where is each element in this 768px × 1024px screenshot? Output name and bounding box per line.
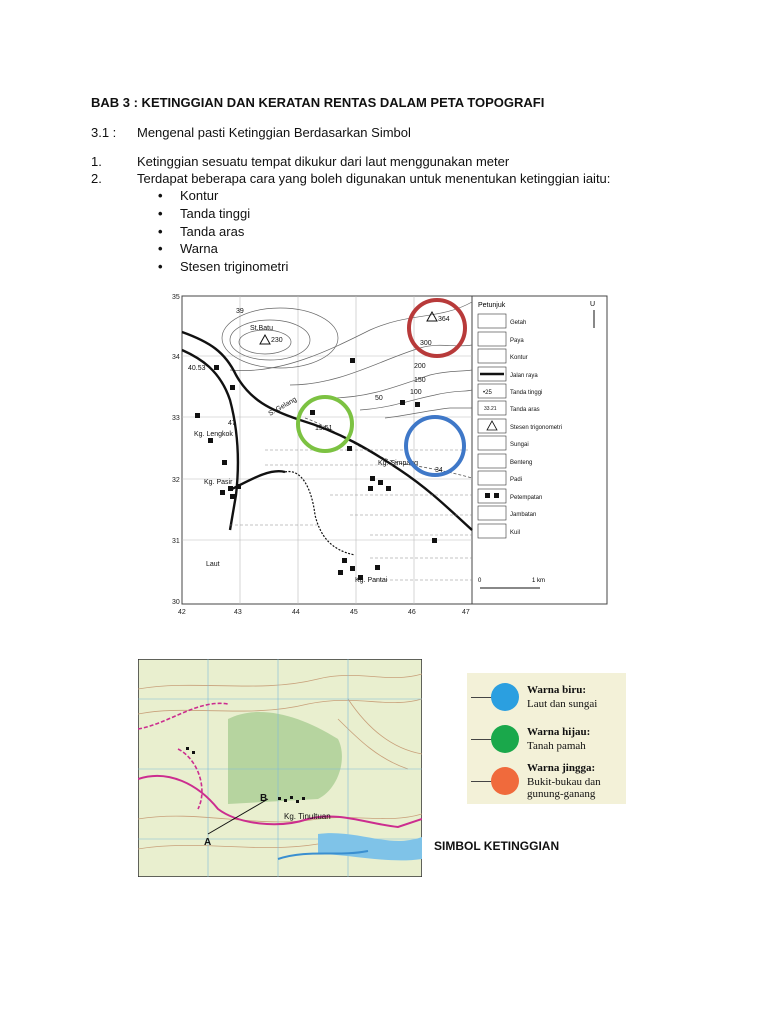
section-number: 3.1 :	[91, 125, 117, 140]
river-label: S. Gelang	[267, 396, 298, 418]
legend-item: Padi	[510, 477, 523, 483]
colour-key	[467, 673, 626, 804]
colour-swatch-green	[491, 725, 519, 753]
point-label-b: B	[260, 793, 268, 804]
legend-item: Paya	[510, 338, 524, 344]
height-label: 230	[271, 337, 283, 344]
colour-swatch-blue	[491, 683, 519, 711]
colour-key-desc: Laut dan sungai	[527, 698, 598, 710]
scale-label: 0	[478, 578, 482, 584]
topographic-map-drawing	[170, 290, 610, 618]
height-label: 15.51	[315, 425, 333, 432]
legend-item: Kuil	[510, 530, 521, 536]
point-number: 1.	[91, 154, 102, 169]
height-label: 39	[236, 308, 244, 315]
x-tick-label: 44	[292, 609, 300, 616]
chapter-heading: BAB 3 : KETINGGIAN DAN KERATAN RENTAS DALAM PETA TOPOGRAFI	[91, 95, 545, 110]
contour-label: 300	[420, 340, 432, 347]
north-label: U	[590, 301, 596, 308]
legend-item: Petempatan	[510, 495, 543, 501]
legend-item: Tanda tinggi	[510, 390, 543, 396]
place-label: St.Batu	[250, 325, 273, 332]
place-label: Kg. Pasir	[204, 479, 233, 486]
bullet-item: • Warna	[180, 241, 218, 257]
topographic-map	[170, 290, 610, 618]
legend-item: Jambatan	[510, 512, 537, 518]
legend-symbol: 33.21	[484, 406, 497, 412]
bullet-item: • Kontur	[180, 188, 218, 204]
scale-label: 1 km	[532, 578, 546, 584]
legend-item: Tanda aras	[510, 407, 540, 413]
y-tick-label: 33	[172, 415, 180, 422]
section-title: Mengenal pasti Ketinggian Berdasarkan Simbol	[137, 125, 411, 140]
colour-key-item	[467, 717, 626, 757]
height-label: 364	[438, 316, 450, 323]
y-tick-label: 31	[172, 538, 180, 545]
colour-key-title: Warna biru:	[527, 684, 586, 696]
colour-key-title: Warna hijau:	[527, 726, 591, 738]
place-label: Kg. Pantai	[355, 577, 388, 584]
bullet-item: • Stesen triginometri	[180, 259, 288, 275]
point-text: Ketinggian sesuatu tempat dikukur dari laut menggunakan meter	[137, 154, 510, 169]
contour-label: 200	[414, 363, 426, 370]
height-label: 34	[435, 467, 443, 474]
colour-key-desc: Tanah pamah	[527, 740, 586, 752]
colour-key-desc: gunung-ganang	[527, 788, 596, 800]
figure-caption: SIMBOL KETINGGIAN	[434, 839, 560, 853]
height-label: 47	[228, 420, 236, 427]
colour-swatch-orange	[491, 767, 519, 795]
bullet-item: • Tanda tinggi	[180, 206, 250, 222]
bullet-item: • Tanda aras	[180, 224, 244, 240]
place-label: Kg. Lengkok	[194, 431, 233, 438]
point-label-a: A	[204, 837, 212, 848]
y-tick-label: 34	[172, 354, 180, 361]
point-number: 2.	[91, 171, 102, 186]
x-tick-label: 43	[234, 609, 242, 616]
legend-item: Getah	[510, 320, 527, 326]
place-label: Kg. Simpang	[378, 460, 419, 467]
legend-item: Jalan raya	[510, 373, 538, 379]
x-tick-label: 47	[462, 609, 470, 616]
colour-key-title: Warna jingga:	[527, 762, 596, 774]
y-tick-label: 30	[172, 599, 180, 606]
legend-item: Sungai	[510, 442, 529, 448]
legend-item: Stesen trigonometri	[510, 425, 563, 431]
colour-key-item	[467, 759, 626, 799]
colour-key-item	[467, 675, 626, 715]
contour-label: 50	[375, 395, 383, 402]
height-label: 40.53	[188, 365, 206, 372]
contour-label: 150	[414, 377, 426, 384]
x-tick-label: 45	[350, 609, 358, 616]
legend-symbol: •25	[483, 390, 492, 396]
colour-topographic-map-drawing	[138, 659, 422, 877]
x-tick-label: 42	[178, 609, 186, 616]
colour-topographic-map	[138, 659, 422, 877]
x-tick-label: 46	[408, 609, 416, 616]
legend-title: Petunjuk	[478, 302, 506, 309]
contour-label: 100	[410, 389, 422, 396]
y-tick-label: 35	[172, 294, 180, 301]
place-label: Laut	[206, 561, 220, 568]
legend-item: Kontur	[510, 355, 528, 361]
y-tick-label: 32	[172, 477, 180, 484]
colour-key-desc: Bukit-bukau dan	[527, 776, 601, 788]
point-text: Terdapat beberapa cara yang boleh digunakan untuk menentukan ketinggian iaitu:	[137, 171, 611, 186]
place-label: Kg. Tinultuan	[284, 812, 331, 821]
legend-item: Benteng	[510, 460, 533, 466]
